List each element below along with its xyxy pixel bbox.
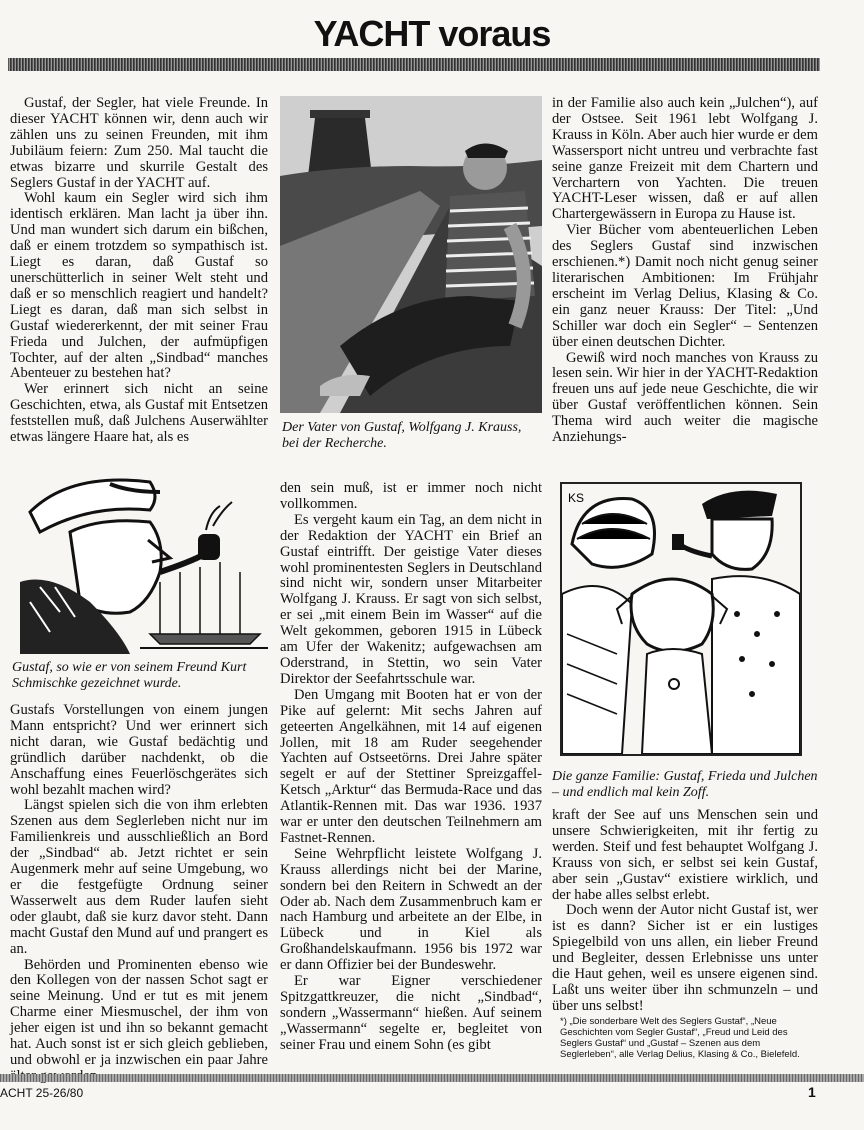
issue-label: ACHT 25-26/80	[0, 1086, 84, 1100]
man-on-boat-photo-icon	[280, 96, 542, 413]
paragraph: Behörden und Prominenten ebenso wie den Kollegen von der nassen Schot sagt er seine Meinung. Und er tut es mit jenem Charme einer Miesmuschel, der ihm von jeher eigen ist und ihn so bekannt gemacht hat. Auch sonst ist er sich gleich geblieben, und obwohl er ja inzwischen ein paar Jahre	[10, 956, 268, 1068]
sailor-with-pipe-sketch-icon	[10, 462, 268, 654]
paragraph: Wohl kaum ein Segler wird sich ihm identisch erklären. Man lacht ja über ihn. Und man wundert sich darum ein bißchen, daß er einem trotzdem so sympathisch ist. Liegt es daran, daß Gustaf so unerschütterlich in seiner Welt steht und daß er so menschlich reagiert und handelt? Liegt es daran, daß man sich selbst in Gustaf wiedererkennt, der mit seiner Frau Frieda und Julchen, der aufmüpfigen Tochter, auf der alten „Sindbad“ manches Abenteuer zu bestehen hat?	[10, 190, 268, 382]
paragraph: in der Familie also auch kein „Julchen“), auf der Ostsee. Seit 1961 lebt Wolfgang J. Krauss in Köln. Aber auch hier wurde er dem Wassersport nicht untreu und verbrachte fast seine ganze Freizeit mit dem Chartern und Verchartern von Yachten. Die treuen YACHT-Leser wissen, daß er auf allen Chartergewässern in Europa zu Hause ist.	[552, 95, 818, 223]
column-1-bottom	[10, 703, 268, 1085]
paragraph: Den Umgang mit Booten hat er von der Pike auf gelernt: Mit sechs Jahren auf geteerten Angelkähnen, mit 14 auf eigenen Jollen, mit 18 am Ruder seegehender Yachten auf Ostseetörns. Drei Jahre später segelt er auf der Stettiner Spreizgaffel-Ketsch „Arktur“ das Bermuda-Race und das Atlantik-Rennen mit. Das war 1936. 1937 war er unter den deutschen Teilnehmern am Fastnet-Rennen.	[280, 686, 542, 846]
paragraph: Längst spielen sich die von ihm erlebten Szenen aus dem Seglerleben nicht nur im Familienkreis und ausschließlich an Bord der „Sindbad“ ab. Jetzt richtet er sein Augenmerk mehr auf seine Umgebung, wo er die festgefügte Ordnung seiner Wasserwelt aus dem Ruder laufen sieht oder glaubt, daß sie kurz davor steht. Dann macht Gustaf den Mund auf und prangert es an.	[10, 797, 268, 957]
column-2	[280, 481, 542, 1054]
paragraph: kraft der See auf uns Menschen sein und unsere Schwierigkeiten, mit ihr fertig zu werden. Steif und fest behauptet Wolfgang J. Krauss von sich, er selbst sei kein Gustaf, aber sein „Gustav“ existiere wirklich, und der habe alles selbst erlebt.	[552, 807, 818, 903]
paragraph: Gustaf, der Segler, hat viele Freunde. In dieser YACHT können wir, denn auch wir zählen uns zu seinen Freunden, mit ihm Jubiläum feiern: Zum 250. Mal taucht die etwas bizarre und skurrile Gestalt des Seglers Gustaf in der YACHT auf.	[10, 95, 268, 191]
column-1-top	[10, 96, 268, 446]
paragraph: Gustafs Vorstellungen von einem jungen Mann entspricht? Und wer erinnert sich nicht daran, wie Gustaf bedächtig und gründlich darüber nachdenkt, ob die Anschaffung eines Feuerlöschgerätes sich wohl bezahlt machen wird?	[10, 702, 268, 798]
sketch-caption: Gustaf, so wie er von seinem Freund Kurt Schmischke gezeichnet wurde.	[12, 660, 247, 691]
paragraph: Vier Bücher vom abenteuerlichen Leben des Seglers Gustaf sind inzwischen erschienen.*) Damit noch nicht genug seiner literarischen Ambitionen: Im Frühjahr erscheint im Verlag Delius, Klasing & Co. ein ganz neuer Krauss: Der Titel: „Und Schiller war doch ein Segler“ – Sentenzen über einen deutschen Dichter.	[552, 222, 818, 350]
paragraph: den sein muß, ist er immer noch nicht vollkommen.	[280, 480, 542, 512]
paragraph: Gewiß wird noch manches von Krauss zu lesen sein. Wir hier in der YACHT-Redaktion freuen uns auf jede neue Geschichte, die wir über Gustaf veröffentlichen können. Sein Thema wird auch weiter die magische Anziehungs-	[552, 349, 818, 446]
paragraph: Doch wenn der Autor nicht Gustaf ist, wer ist es dann? Sicher ist er ein lustiges Spiegelbild von uns allen, ein lieber Freund und Begleiter, dessen Erlebnisse uns unter die Haut gehen, weil es unsere eigenen sind. Laßt uns weiter über ihn schmunzeln – und über uns selbst!	[552, 902, 818, 1014]
sketch-signature: KS	[568, 491, 585, 505]
header-rule	[8, 58, 820, 71]
paragraph: Es vergeht kaum ein Tag, an dem nicht in der Redaktion der YACHT ein Brief an Gustaf eintrifft. Der geistige Vater dieses wohl prominentesten Seglers in Deutschland sind nicht wir, sondern unser Mitarbeiter Wolfgang J. Krauss. Er sagt von sich selbst, er sei „mit einem Bein im Wasser“ auf die Welt gekommen, geboren 1915 in Lübeck am Ufer der Wakenitz; aufgewachsen am Oderstrand, in Stettin, wo sein Vater Direktor der Seefahrtsschule war.	[280, 511, 542, 687]
page-title: YACHT voraus	[313, 13, 551, 54]
sketch-caption: Die ganze Familie: Gustaf, Frieda und Julchen – und endlich mal kein Zoff.	[552, 769, 818, 800]
paragraph: Seine Wehrpflicht leistete Wolfgang J. Krauss allerdings nicht bei der Marine, sondern bei den Reitern in Schwedt an der Oder ab. Nach dem Zusammenbruch kam er nach Hamburg und arbeitete an der Elbe, in Lübeck und in Kiel als Großhandelskaufmann. 1956 bis 1972 war er dann Offizier bei der Bundeswehr.	[280, 845, 542, 974]
masthead	[0, 0, 864, 62]
family-sketch-icon	[560, 482, 802, 756]
column-3-bottom	[552, 808, 818, 1015]
page-number: 1	[808, 1084, 816, 1100]
footnote: *) „Die sonderbare Welt des Seglers Gustaf“, „Neue Geschichten vom Segler Gustaf“, „Freud und Leid des Seglers Gustaf“ und „Gustaf – Szenen aus dem Seglerleben“, alle Verlag Delius, Klasing & Co., Bielefeld.	[560, 1016, 800, 1060]
paragraph: Wer erinnert sich nicht an seine Geschichten, etwa, als Gustaf mit Entsetzen feststellen muß, daß Julchens Auserwählter etwas längere Haare hat, als es	[10, 381, 268, 446]
column-3-top	[552, 96, 818, 446]
footer-rule	[0, 1074, 864, 1082]
photo-caption: Der Vater von Gustaf, Wolfgang J. Krauss, bei der Recherche.	[282, 420, 522, 451]
paragraph: Er war Eigner verschiedener Spitzgattkreuzer, die nicht „Sindbad“, sondern „Wassermann“ hießen. Auf seinem „Wassermann“ segelte er, begleitet von seiner Frau und einem Sohn (es gibt	[280, 973, 542, 1053]
